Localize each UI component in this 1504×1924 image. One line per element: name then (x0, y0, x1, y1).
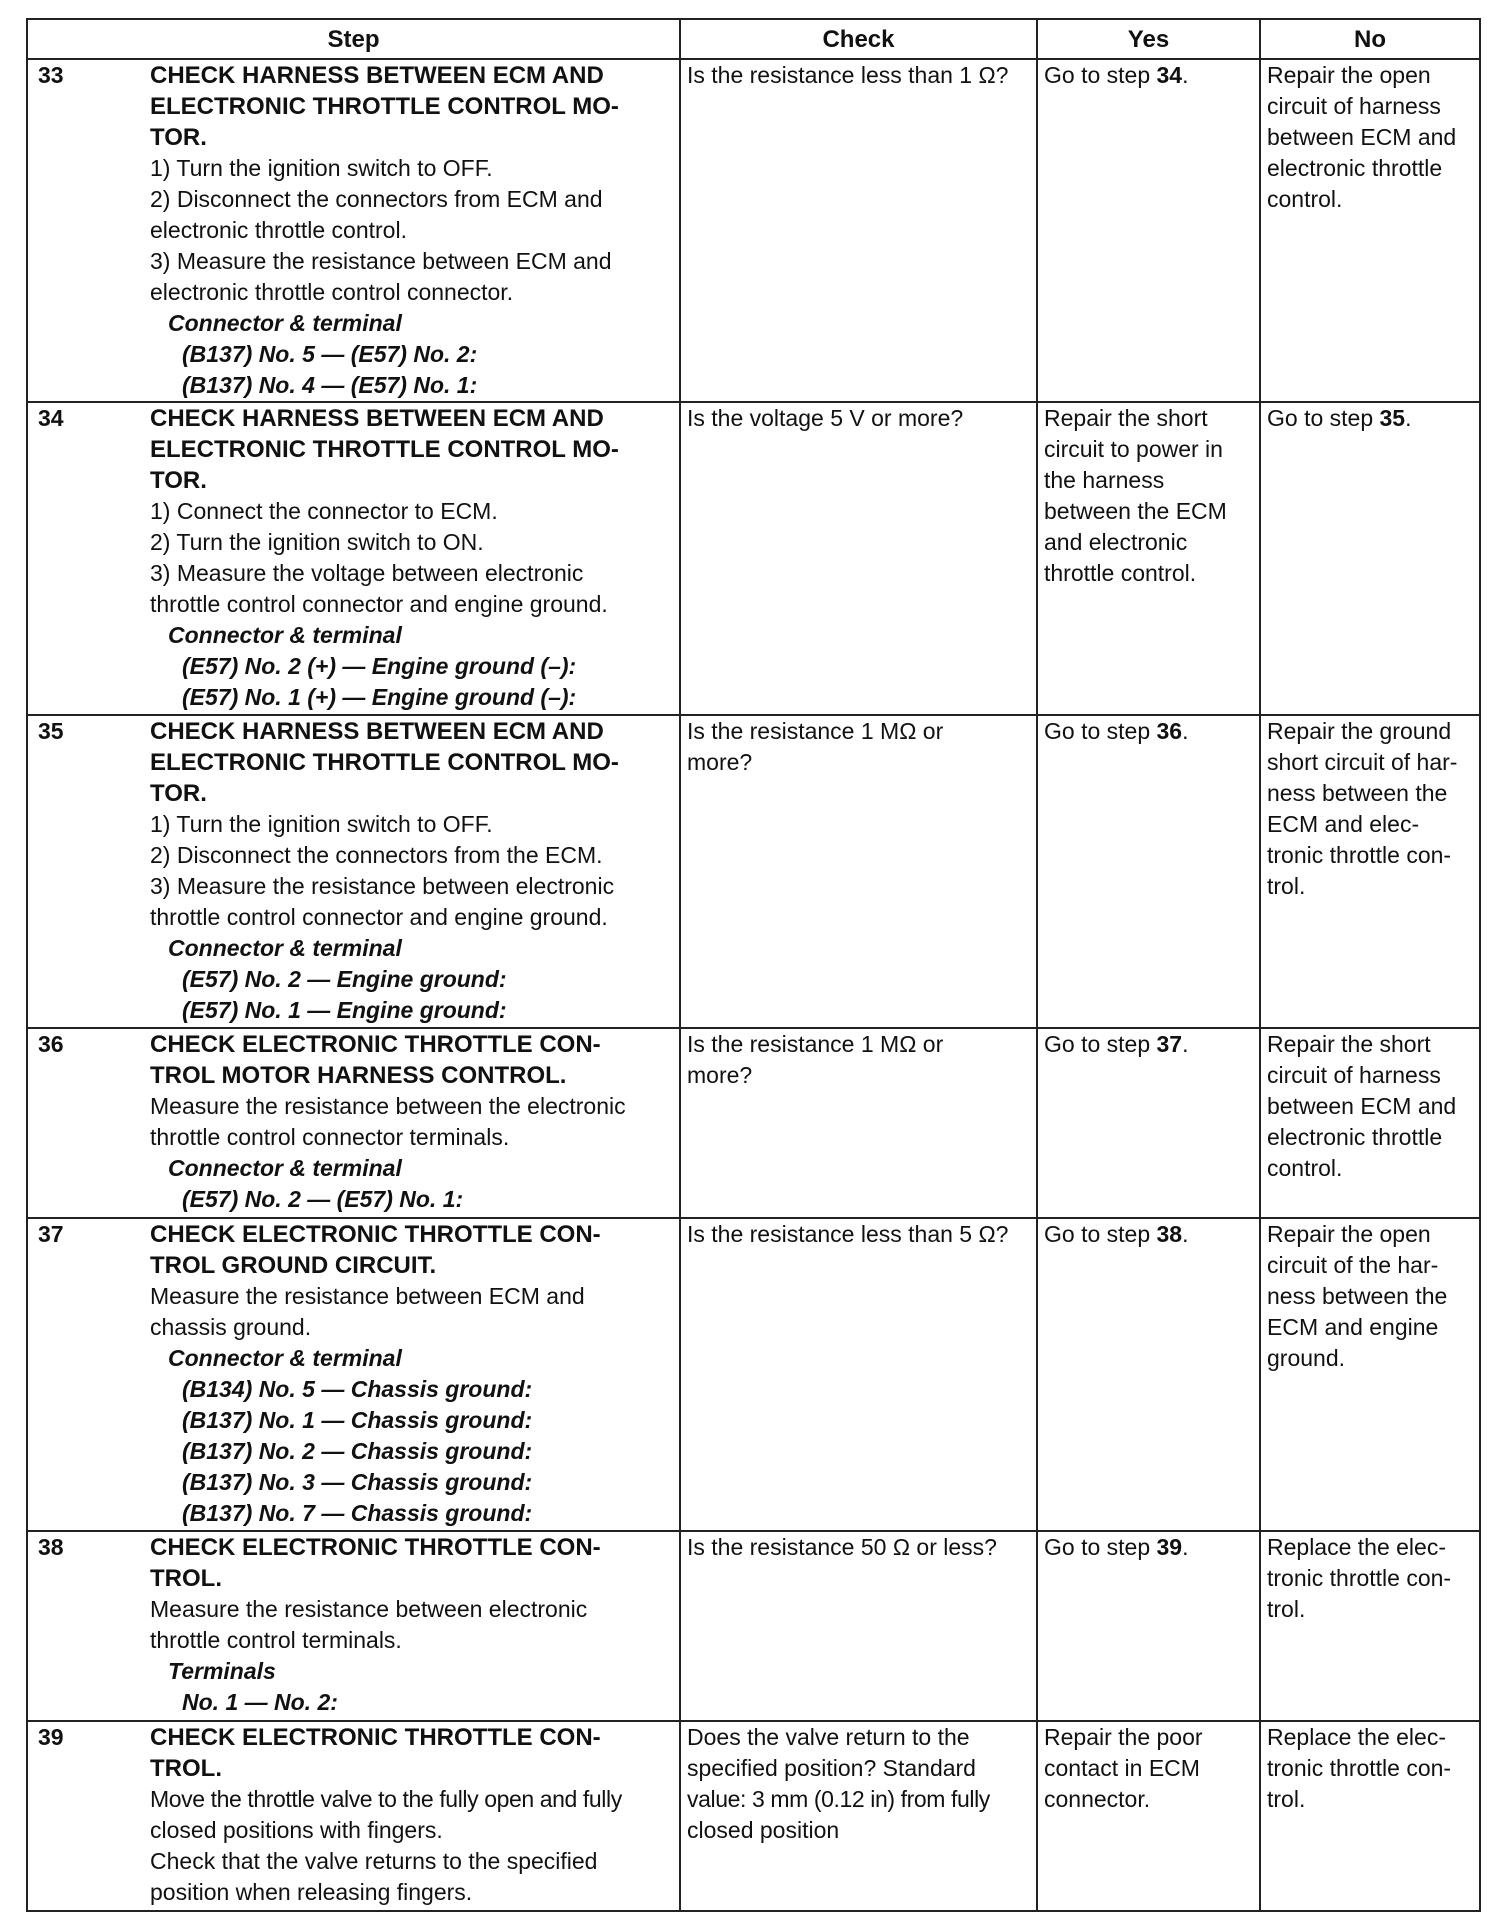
step-title: CHECK ELECTRONIC THROTTLE CON- (150, 1534, 601, 1561)
check-line: Is the resistance 1 MΩ or (687, 1031, 944, 1057)
step-instruction: Move the throttle valve to the fully open and fully (150, 1786, 622, 1812)
step-instruction: 2) Disconnect the connectors from the ECM. (150, 842, 603, 868)
step-cell (27, 1531, 680, 1721)
check-line: Does the valve return to the (687, 1724, 970, 1750)
yes-step-ref: 36 (1156, 718, 1183, 744)
table-header-row (27, 19, 1480, 59)
no-line: circuit of harness (1267, 1062, 1441, 1088)
no-line: circuit of harness (1267, 93, 1441, 119)
yes-line: contact in ECM (1044, 1755, 1200, 1781)
no-line: ground. (1267, 1345, 1346, 1371)
step-instruction: throttle control connector terminals. (150, 1124, 510, 1150)
table-row (27, 1721, 1480, 1911)
no-line: trol. (1267, 1786, 1306, 1812)
no-line: electronic throttle (1267, 1124, 1443, 1150)
no-cell (1260, 1218, 1480, 1531)
yes-line: Repair the poor (1044, 1724, 1203, 1750)
no-line: between ECM and (1267, 1093, 1457, 1119)
step-cell (27, 1218, 680, 1531)
connector-heading: Connector & terminal (168, 1345, 402, 1371)
no-text: Go to step (1267, 405, 1380, 431)
yes-cell (1037, 1028, 1260, 1218)
check-cell: Is the resistance 50 Ω or less? (680, 1531, 1037, 1721)
no-line: Replace the elec- (1267, 1724, 1446, 1750)
check-cell (680, 1721, 1037, 1911)
step-instruction: electronic throttle control connector. (150, 279, 514, 305)
connector-heading: Connector & terminal (168, 310, 402, 336)
no-line: between ECM and (1267, 124, 1457, 150)
connector-terminal: (B134) No. 5 — Chassis ground: (182, 1376, 533, 1402)
yes-text: Go to step (1044, 62, 1157, 88)
yes-cell (1037, 59, 1260, 402)
table-row (27, 1028, 1480, 1218)
no-line: Repair the short (1267, 1031, 1431, 1057)
no-line: trol. (1267, 1596, 1306, 1622)
step-title: CHECK HARNESS BETWEEN ECM AND (150, 405, 604, 432)
step-instruction: 3) Measure the voltage between electronic (150, 560, 584, 586)
connector-heading: Connector & terminal (168, 622, 402, 648)
step-number: 34 (38, 405, 64, 431)
no-cell (1260, 1531, 1480, 1721)
check-line: value: 3 mm (0.12 in) from fully (687, 1786, 990, 1812)
no-line: tronic throttle con- (1267, 1755, 1452, 1781)
connector-terminal: (E57) No. 1 — Engine ground: (182, 997, 507, 1023)
yes-text-end: . (1182, 1221, 1189, 1247)
step-instruction: 2) Turn the ignition switch to ON. (150, 529, 484, 555)
yes-step-ref: 34 (1156, 62, 1183, 88)
step-instruction: throttle control connector and engine ground. (150, 904, 608, 930)
step-instruction: 2) Disconnect the connectors from ECM and (150, 186, 603, 212)
check-cell (680, 715, 1037, 1028)
no-text-end: . (1405, 405, 1412, 431)
no-line: tronic throttle con- (1267, 842, 1452, 868)
step-title: TOR. (150, 780, 207, 807)
no-cell (1260, 715, 1480, 1028)
step-title: TROL. (150, 1565, 222, 1592)
check-line: more? (687, 1062, 753, 1088)
step-title: ELECTRONIC THROTTLE CONTROL MO- (150, 436, 619, 463)
yes-text: Go to step (1044, 1031, 1157, 1057)
table-row (27, 715, 1480, 1028)
step-title: TOR. (150, 467, 207, 494)
step-instruction: position when releasing fingers. (150, 1879, 473, 1905)
no-line: Repair the ground (1267, 718, 1452, 744)
yes-line: between the ECM (1044, 498, 1227, 524)
step-title: ELECTRONIC THROTTLE CONTROL MO- (150, 93, 619, 120)
step-cell (27, 1721, 680, 1911)
step-title: TOR. (150, 124, 207, 151)
connector-terminal: (B137) No. 7 — Chassis ground: (182, 1500, 533, 1526)
connector-terminal: (E57) No. 2 — Engine ground: (182, 966, 507, 992)
check-line: Is the resistance 1 MΩ or (687, 718, 944, 744)
step-instruction: Measure the resistance between electronic (150, 1596, 588, 1622)
step-title: CHECK ELECTRONIC THROTTLE CON- (150, 1221, 601, 1248)
step-number: 35 (38, 718, 64, 744)
no-line: Repair the open (1267, 62, 1431, 88)
step-instruction: 3) Measure the resistance between ECM and (150, 248, 612, 274)
no-line: tronic throttle con- (1267, 1565, 1452, 1591)
terminals-heading: Terminals (168, 1658, 276, 1684)
step-title: CHECK ELECTRONIC THROTTLE CON- (150, 1031, 601, 1058)
step-number: 33 (38, 62, 64, 88)
no-cell (1260, 402, 1480, 715)
table-row (27, 402, 1480, 715)
no-step-ref: 35 (1379, 405, 1406, 431)
step-cell (27, 1028, 680, 1218)
yes-cell (1037, 1721, 1260, 1911)
connector-terminal: (B137) No. 4 — (E57) No. 1: (182, 372, 478, 398)
step-title: CHECK HARNESS BETWEEN ECM AND (150, 718, 604, 745)
header-check: Check (680, 19, 1037, 59)
yes-text: Go to step (1044, 1221, 1157, 1247)
connector-terminal: (B137) No. 5 — (E57) No. 2: (182, 341, 478, 367)
step-number: 37 (38, 1221, 64, 1247)
check-line: specified position? Standard (687, 1755, 976, 1781)
step-title: CHECK ELECTRONIC THROTTLE CON- (150, 1724, 601, 1751)
yes-cell (1037, 1531, 1260, 1721)
connector-terminal: (E57) No. 2 — (E57) No. 1: (182, 1186, 464, 1212)
no-line: control. (1267, 1155, 1343, 1181)
step-instruction: throttle control connector and engine ground. (150, 591, 608, 617)
diagnostic-table (26, 18, 1481, 1912)
no-line: trol. (1267, 873, 1306, 899)
yes-line: Repair the short (1044, 405, 1208, 431)
connector-terminal: (B137) No. 1 — Chassis ground: (182, 1407, 533, 1433)
step-title: TROL. (150, 1755, 222, 1782)
step-instruction: throttle control terminals. (150, 1627, 402, 1653)
yes-text: Go to step (1044, 718, 1157, 744)
step-number: 39 (38, 1724, 64, 1750)
connector-terminal: (B137) No. 2 — Chassis ground: (182, 1438, 533, 1464)
step-cell (27, 59, 680, 402)
header-step: Step (27, 19, 680, 59)
check-cell: Is the resistance less than 5 Ω? (680, 1218, 1037, 1531)
connector-terminal: (E57) No. 1 (+) — Engine ground (–): (182, 684, 577, 710)
header-yes: Yes (1037, 19, 1260, 59)
step-instruction: Measure the resistance between ECM and (150, 1283, 585, 1309)
connector-terminal: (B137) No. 3 — Chassis ground: (182, 1469, 533, 1495)
no-line: electronic throttle (1267, 155, 1443, 181)
check-cell (680, 1028, 1037, 1218)
step-cell (27, 402, 680, 715)
step-title: TROL GROUND CIRCUIT. (150, 1252, 437, 1279)
step-instruction: Measure the resistance between the electronic (150, 1093, 626, 1119)
no-cell (1260, 1028, 1480, 1218)
check-cell: Is the voltage 5 V or more? (680, 402, 1037, 715)
yes-text-end: . (1182, 1534, 1189, 1560)
step-instruction: 1) Turn the ignition switch to OFF. (150, 155, 493, 181)
yes-cell (1037, 402, 1260, 715)
step-instruction: 1) Connect the connector to ECM. (150, 498, 498, 524)
yes-text-end: . (1182, 1031, 1189, 1057)
yes-text-end: . (1182, 62, 1189, 88)
check-line: closed position (687, 1817, 840, 1843)
no-line: short circuit of har- (1267, 749, 1458, 775)
table-row (27, 1218, 1480, 1531)
yes-line: and electronic (1044, 529, 1188, 555)
yes-line: throttle control. (1044, 560, 1197, 586)
connector-heading: Connector & terminal (168, 935, 402, 961)
header-no: No (1260, 19, 1480, 59)
no-line: ness between the (1267, 780, 1448, 806)
no-line: ECM and engine (1267, 1314, 1439, 1340)
yes-step-ref: 38 (1156, 1221, 1183, 1247)
table-row (27, 1531, 1480, 1721)
step-instruction: 1) Turn the ignition switch to OFF. (150, 811, 493, 837)
step-title: ELECTRONIC THROTTLE CONTROL MO- (150, 749, 619, 776)
step-number: 36 (38, 1031, 64, 1057)
no-line: ness between the (1267, 1283, 1448, 1309)
connector-terminal: (E57) No. 2 (+) — Engine ground (–): (182, 653, 577, 679)
step-number: 38 (38, 1534, 64, 1560)
no-cell (1260, 1721, 1480, 1911)
check-line: more? (687, 749, 753, 775)
yes-cell (1037, 715, 1260, 1028)
no-line: ECM and elec- (1267, 811, 1420, 837)
no-line: circuit of the har- (1267, 1252, 1439, 1278)
no-line: control. (1267, 186, 1343, 212)
terminal-pair: No. 1 — No. 2: (182, 1689, 338, 1715)
yes-line: the harness (1044, 467, 1165, 493)
yes-cell (1037, 1218, 1260, 1531)
yes-text-end: . (1182, 718, 1189, 744)
yes-step-ref: 39 (1156, 1534, 1183, 1560)
connector-heading: Connector & terminal (168, 1155, 402, 1181)
step-title: TROL MOTOR HARNESS CONTROL. (150, 1062, 567, 1089)
step-instruction: electronic throttle control. (150, 217, 407, 243)
step-instruction: 3) Measure the resistance between electronic (150, 873, 615, 899)
no-line: Repair the open (1267, 1221, 1431, 1247)
step-cell (27, 715, 680, 1028)
step-instruction: closed positions with fingers. (150, 1817, 443, 1843)
step-instruction: chassis ground. (150, 1314, 312, 1340)
yes-line: connector. (1044, 1786, 1151, 1812)
no-line: Replace the elec- (1267, 1534, 1446, 1560)
check-cell: Is the resistance less than 1 Ω? (680, 59, 1037, 402)
yes-step-ref: 37 (1156, 1031, 1183, 1057)
step-instruction: Check that the valve returns to the specified (150, 1848, 598, 1874)
yes-text: Go to step (1044, 1534, 1157, 1560)
yes-line: circuit to power in (1044, 436, 1223, 462)
table-row (27, 59, 1480, 402)
no-cell (1260, 59, 1480, 402)
step-title: CHECK HARNESS BETWEEN ECM AND (150, 62, 604, 89)
